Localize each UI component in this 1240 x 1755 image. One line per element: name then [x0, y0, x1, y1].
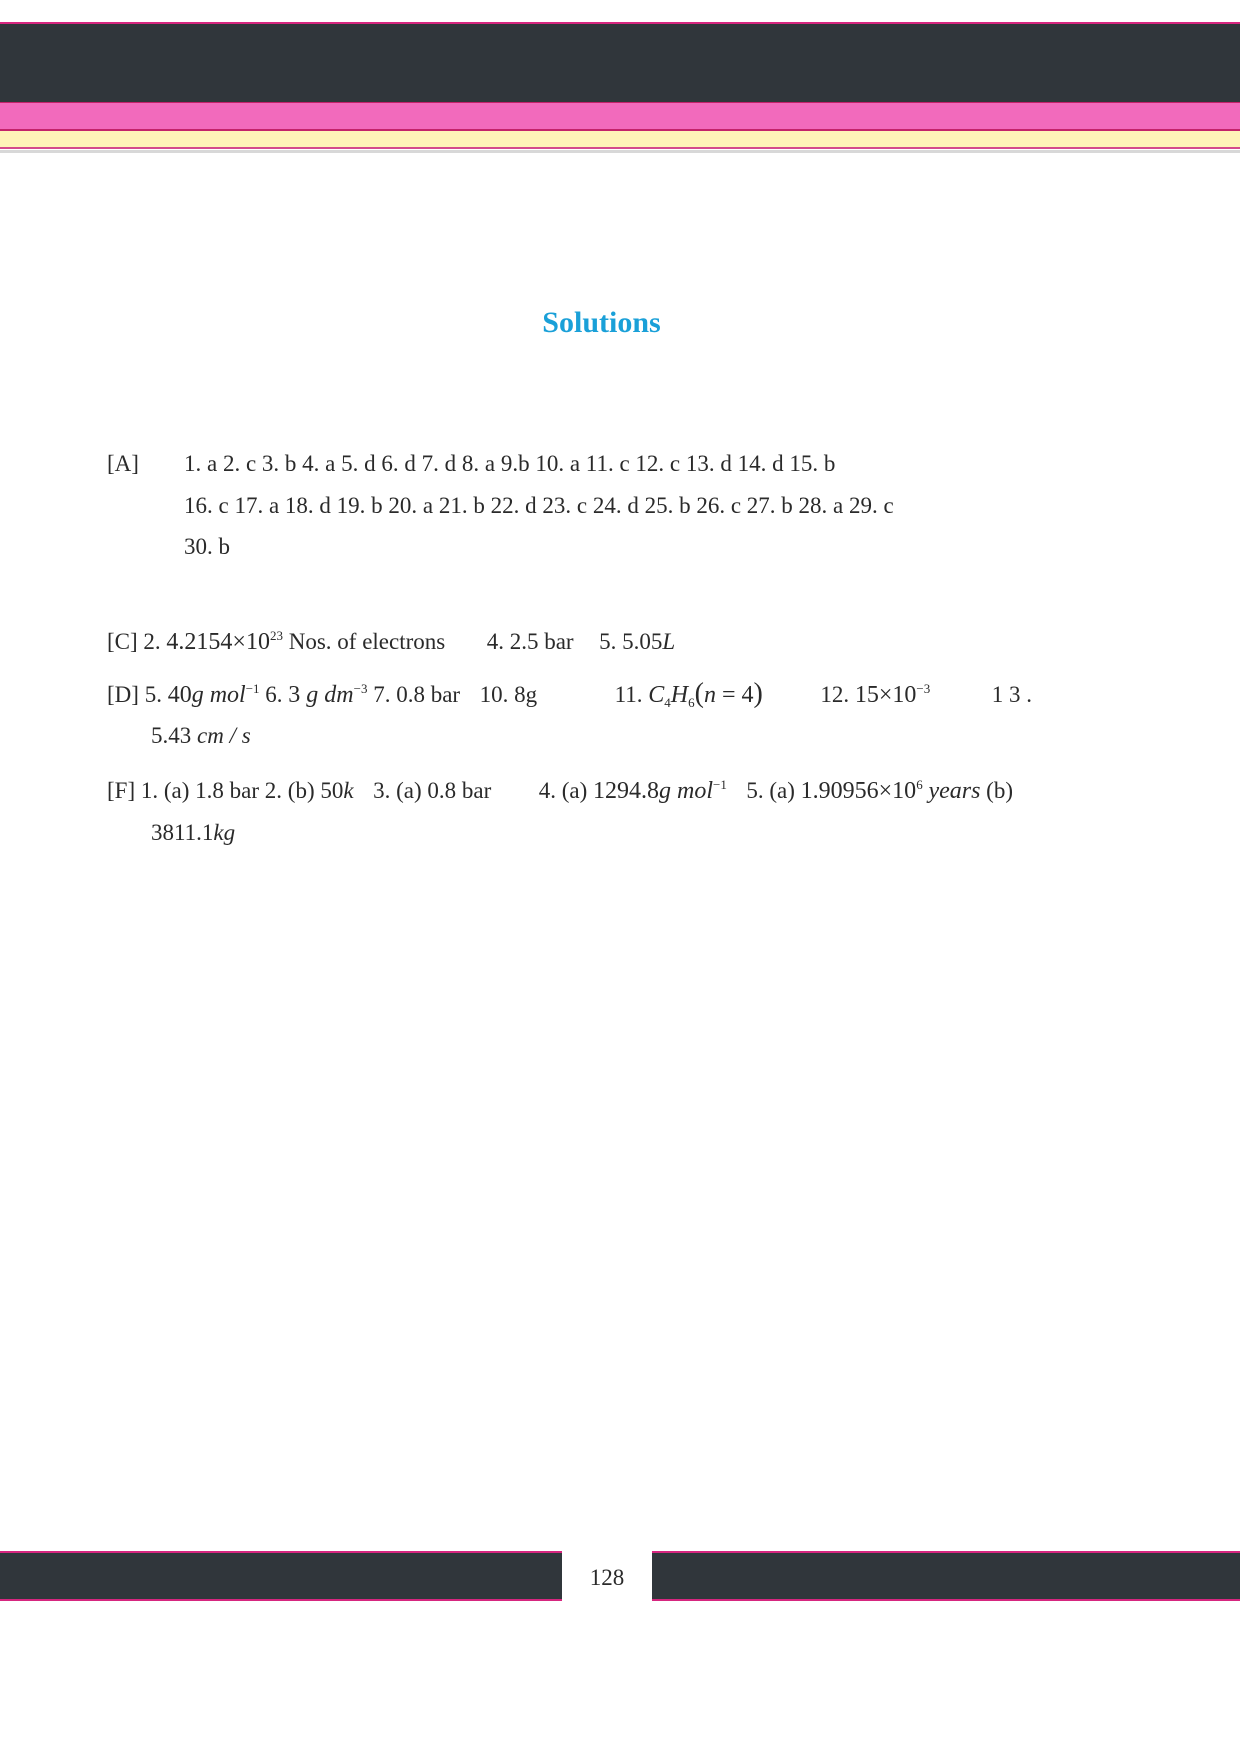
section-c-item-5-value: 5.05	[622, 629, 663, 654]
section-d-label: [D]	[107, 682, 139, 707]
section-a-line-2: 16. c 17. a 18. d 19. b 20. a 21. b 22. d 23. c 24. d 25. b 26. c 27. b 28. a 29. c	[184, 493, 894, 518]
section-d-item-5-unit: g mol	[191, 682, 246, 708]
section-c-item-2-number: 2.	[143, 629, 161, 654]
footer-left-band	[0, 1551, 562, 1601]
section-c-item-2-exponent: 23	[269, 628, 283, 643]
section-d-item-5-number-value: 40	[167, 682, 192, 708]
section-c-item-2-value	[166, 629, 283, 655]
section-d-item-6-exponent: −3	[353, 681, 368, 696]
section-d-item-12-exponent: −3	[916, 681, 931, 696]
section-f-item-4-exponent: −1	[713, 777, 727, 792]
section-c-item-2-text: Nos. of electrons	[288, 629, 446, 654]
section-f-label: [F]	[107, 778, 136, 803]
section-d-item-10: 10. 8g	[479, 682, 538, 707]
section-f-line-1	[107, 777, 1013, 805]
section-d-line-1	[107, 680, 1032, 709]
footer-right-band	[652, 1551, 1240, 1601]
section-d-item-11-close-paren: )	[753, 678, 763, 709]
section-c-item-5-unit: L	[662, 629, 676, 654]
section-a-line-1: 1. a 2. c 3. b 4. a 5. d 6. d 7. d 8. a 9.b 10. a 11. c 12. c 13. d 14. d 15. b	[184, 451, 836, 476]
section-d-item-5-number: 5.	[144, 682, 162, 707]
section-c-label: [C]	[107, 629, 138, 654]
section-d-item-11-n: n	[703, 682, 716, 708]
section-f-item-5b-value: 3811.1	[151, 820, 214, 845]
section-f-item-5-mantissa: 1.90956×10	[800, 778, 917, 804]
header-grey-rule	[0, 150, 1240, 153]
section-c-item-2-mantissa: 4.2154×10	[166, 629, 270, 655]
section-f-item-5-value	[801, 778, 923, 804]
section-d-line-2	[151, 722, 251, 750]
section-d-item-11-open-paren: (	[694, 678, 704, 709]
section-d-item-6-unit: g dm	[306, 682, 354, 708]
section-d-item-12-value	[855, 682, 930, 708]
section-d-item-5-exponent: −1	[245, 681, 260, 696]
section-f-item-4-number: 4. (a)	[538, 778, 588, 803]
section-d-item-11-carbon-count: 4	[664, 695, 671, 710]
section-f-item-4-value	[593, 778, 727, 804]
section-d-item-11-hydrogen-count: 6	[688, 695, 695, 710]
section-a-label: [A]	[107, 451, 139, 476]
section-f-item-5-number: 5. (a)	[746, 778, 795, 803]
section-d-item-11-equals: = 4	[715, 682, 754, 708]
header-cream-band	[0, 131, 1240, 149]
section-d-item-6-value	[288, 682, 367, 708]
section-f-item-2-unit: k	[343, 778, 354, 803]
section-d-item-12-mantissa: 15×10	[854, 682, 917, 708]
section-f-item-3: 3. (a) 0.8 bar	[373, 778, 492, 803]
section-c-item-5-number: 5.	[599, 629, 617, 654]
section-d-item-11-hydrogen: H	[670, 682, 689, 708]
section-d-item-11-carbon: C	[648, 682, 665, 708]
section-d-item-12-number: 12.	[820, 682, 850, 707]
section-d-item-5-value	[168, 682, 260, 708]
section-d-item-7: 7. 0.8 bar	[373, 682, 461, 707]
section-d-item-13-number: 1 3 .	[991, 682, 1032, 707]
section-f-item-5-unit: years	[928, 778, 981, 804]
page-number: 128	[589, 1565, 625, 1590]
section-d-item-11-formula	[648, 678, 763, 710]
section-d-item-11-number: 11.	[614, 682, 643, 707]
section-f-item-5-exponent: 6	[916, 777, 923, 792]
section-f-item-5-b-label: (b)	[986, 778, 1013, 803]
header-dark-band	[0, 22, 1240, 104]
header-pink-band	[0, 102, 1240, 131]
section-f-item-2	[265, 778, 354, 803]
section-d-item-6-number: 6.	[265, 682, 283, 707]
section-d-item-6-number-value: 3	[288, 682, 301, 708]
section-f-item-5b-unit: kg	[213, 820, 236, 845]
section-f-item-4-unit: g mol	[659, 778, 714, 804]
section-c-item-4: 4. 2.5 bar	[486, 629, 574, 654]
section-f-item-4-number-value: 1294.8	[593, 778, 660, 804]
section-f-line-2	[151, 819, 235, 847]
page-title: Solutions	[542, 306, 661, 339]
section-f-item-1: 1. (a) 1.8 bar	[140, 778, 260, 803]
section-d-item-13-unit: cm / s	[197, 723, 251, 748]
section-d-item-13-value: 5.43	[151, 723, 192, 748]
section-c-line	[107, 628, 675, 656]
section-f-item-2-text: 2. (b) 50	[264, 778, 344, 803]
section-a-line-3: 30. b	[184, 534, 230, 559]
